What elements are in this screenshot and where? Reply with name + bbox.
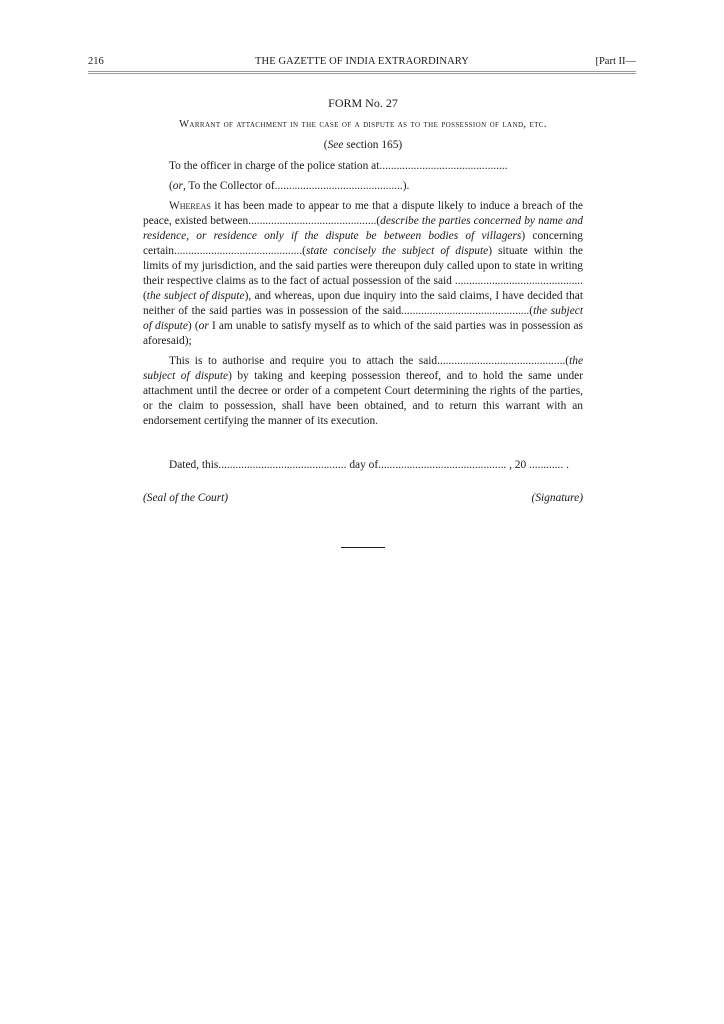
form-subtitle: Warrant of attachment in the case of a dispute as to the possession of land, etc. [179,119,547,130]
form-body [143,96,583,507]
alternate-addressee-line: (or, To the Collector of.............................................). [169,180,410,192]
part-label: [Part II— [595,56,636,67]
end-rule [341,547,385,548]
dated-line: Dated, this............................................. day of............................................. , 20 ............ . [169,459,569,471]
signature-label: (Signature) [531,492,583,504]
gazette-title: THE GAZETTE OF INDIA EXTRAORDINARY [255,56,469,67]
addressee-line: To the officer in charge of the police station at............................................. [169,160,508,172]
page-number: 216 [88,56,104,67]
header-rule [88,71,636,74]
page-header [88,55,636,69]
signature-row [143,491,583,507]
whereas-paragraph: Whereas it has been made to appear to me that a dispute likely to induce a breach of the peace, existed between.............................................(describe the parties concerned by name and residence, or residence only if the dispute be between bodies of villagers) concerning certain.............................................(state concisely the subject of dispute) situate within the limits of my jurisdiction, and the said parties were thereupon duly called upon to state in writing their respective claims as to the fact of actual possession of the said .............................................(the subject of dispute), and whereas, upon due inquiry into the said claims, I have decided that neither of the said parties was in possession of the said.............................................(the subject of dispute) (or I am unable to satisfy myself as to which of the said parties was in possession as aforesaid); [143,200,583,347]
authorisation-paragraph: This is to authorise and require you to attach the said.............................................(the subject of dispute) by taking and keeping possession thereof, and to hold the same under attachment until the decree or order of a competent Court determining the rights of the parties, or the claim to possession, shall have been obtained, and to return this warrant with an endorsement certifying the manner of its execution. [143,355,583,427]
form-number: FORM No. 27 [328,96,398,110]
seal-of-court: (Seal of the Court) [143,492,229,504]
section-reference: (See section 165) [323,139,403,151]
